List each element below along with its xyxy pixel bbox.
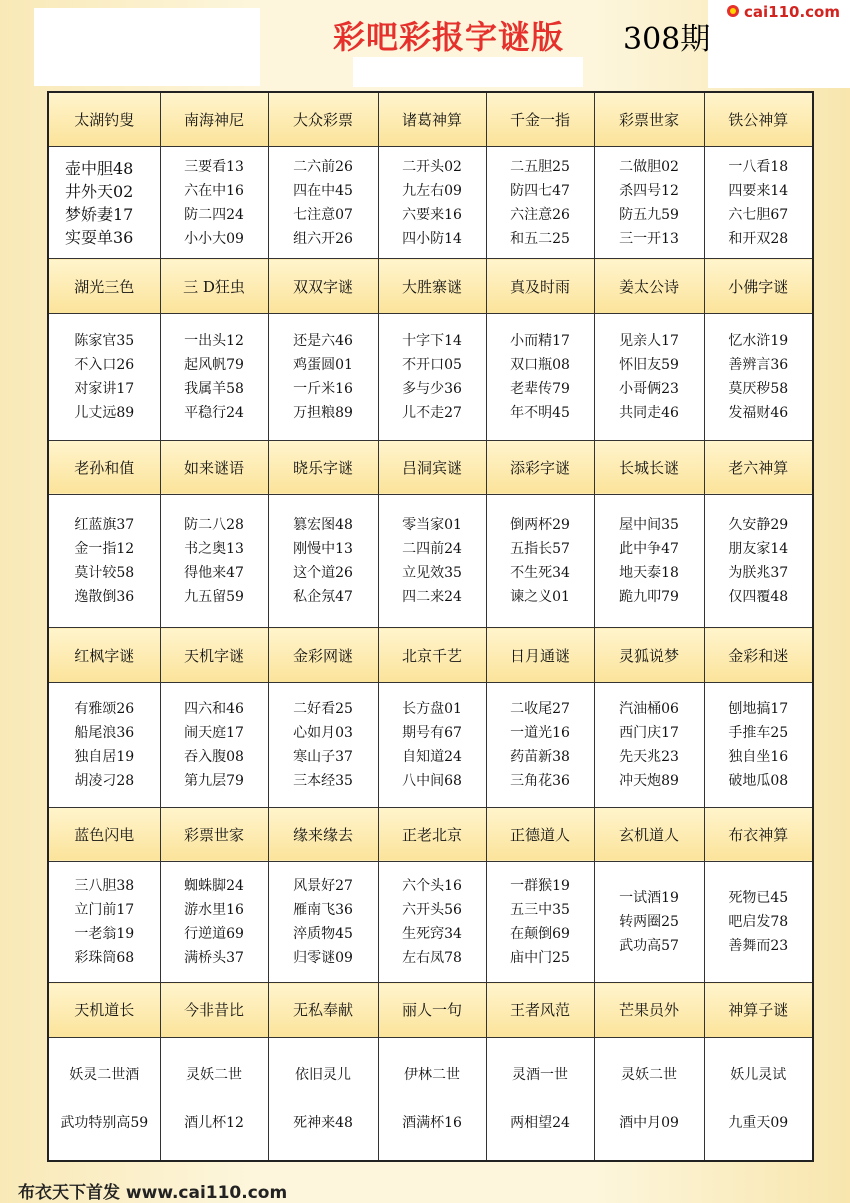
riddle-line: 船尾浪36 bbox=[74, 724, 135, 741]
source-name: 湖光三色 bbox=[48, 259, 160, 313]
riddle-line: 雁南飞36 bbox=[293, 902, 353, 919]
source-name: 三 D狂虫 bbox=[160, 259, 268, 313]
riddle-line: 三本经35 bbox=[293, 772, 353, 789]
riddle-cell bbox=[594, 682, 704, 807]
riddle-line: 独自坐16 bbox=[728, 748, 789, 765]
source-name: 玄机道人 bbox=[594, 807, 704, 861]
riddle-line: 二收尾27 bbox=[510, 700, 570, 717]
riddle-line: 不开口05 bbox=[402, 356, 462, 373]
riddle-grid bbox=[47, 91, 814, 1162]
riddle-line: 和五二25 bbox=[510, 230, 570, 247]
riddle-line: 六注意26 bbox=[510, 206, 570, 223]
riddle-line: 灵妖二世 bbox=[186, 1066, 242, 1083]
riddle-line: 四要来14 bbox=[728, 182, 789, 199]
riddle-cell bbox=[704, 147, 813, 259]
riddle-line: 在颠倒69 bbox=[510, 926, 570, 943]
riddle-line: 莫厌秽58 bbox=[728, 380, 789, 397]
riddle-cell bbox=[486, 1037, 594, 1161]
riddle-line: 破地瓜08 bbox=[728, 772, 789, 789]
riddle-line: 吞入腹08 bbox=[184, 748, 244, 765]
riddle-line: 立门前17 bbox=[74, 902, 135, 919]
riddle-line: 冲天炮89 bbox=[619, 772, 679, 789]
riddle-cell bbox=[594, 1037, 704, 1161]
riddle-line: 起风帆79 bbox=[184, 356, 244, 373]
riddle-line: 四二来24 bbox=[402, 589, 462, 606]
riddle-line: 这个道26 bbox=[293, 565, 353, 582]
riddle-line: 防五九59 bbox=[619, 206, 679, 223]
riddle-line: 手推车25 bbox=[728, 724, 789, 741]
riddle-line: 庙中门25 bbox=[510, 950, 570, 967]
riddle-line: 一老翁19 bbox=[74, 926, 135, 943]
riddle-cell bbox=[378, 147, 486, 259]
riddle-line: 还是六46 bbox=[293, 332, 353, 349]
source-name: 吕洞宾谜 bbox=[378, 440, 486, 494]
riddle-cell bbox=[268, 147, 378, 259]
riddle-line: 六开头56 bbox=[402, 902, 462, 919]
riddle-line: 独自居19 bbox=[74, 748, 135, 765]
riddle-line: 金一指12 bbox=[74, 541, 135, 558]
riddle-cell bbox=[486, 495, 594, 628]
riddle-line: 自知道24 bbox=[402, 748, 462, 765]
riddle-line: 灵妖二世 bbox=[621, 1066, 677, 1083]
riddle-cell bbox=[160, 313, 268, 440]
footer-credit: 布衣天下首发 www.cai110.com bbox=[18, 1183, 288, 1203]
riddle-line: 六个头16 bbox=[402, 878, 462, 895]
riddle-line: 归零谜09 bbox=[293, 950, 353, 967]
riddle-line: 寒山子37 bbox=[293, 748, 353, 765]
riddle-line: 五指长57 bbox=[510, 541, 570, 558]
source-name: 红枫字谜 bbox=[48, 628, 160, 682]
riddle-cell bbox=[594, 862, 704, 983]
site-logo-text[interactable]: cai110.com bbox=[744, 3, 840, 21]
riddle-line: 酒儿杯12 bbox=[184, 1114, 244, 1131]
riddle-line: 吧启发78 bbox=[728, 914, 789, 931]
riddle-line: 杀四号12 bbox=[619, 182, 679, 199]
site-logo-icon bbox=[726, 4, 740, 18]
source-name: 老六神算 bbox=[704, 440, 813, 494]
riddle-line: 一八看18 bbox=[728, 158, 789, 175]
source-name: 长城长谜 bbox=[594, 440, 704, 494]
riddle-line: 儿丈远89 bbox=[74, 404, 135, 421]
riddle-line: 游水里16 bbox=[184, 902, 244, 919]
riddle-line: 刨地搞17 bbox=[728, 700, 789, 717]
riddle-line: 小小大09 bbox=[184, 230, 244, 247]
riddle-cell bbox=[160, 862, 268, 983]
riddle-cell bbox=[704, 1037, 813, 1161]
riddle-line: 防四七47 bbox=[510, 182, 570, 199]
riddle-line: 彩珠筒68 bbox=[74, 950, 135, 967]
riddle-line: 三角花36 bbox=[510, 772, 570, 789]
source-name: 铁公神算 bbox=[704, 92, 813, 147]
riddle-cell bbox=[268, 495, 378, 628]
riddle-cell bbox=[486, 682, 594, 807]
source-name: 彩票世家 bbox=[160, 807, 268, 861]
riddle-line: 书之奥13 bbox=[184, 541, 244, 558]
source-name: 无私奉献 bbox=[268, 983, 378, 1037]
riddle-line: 二做胆02 bbox=[619, 158, 679, 175]
source-name: 太湖钓叟 bbox=[48, 92, 160, 147]
source-name: 天机道长 bbox=[48, 983, 160, 1037]
riddle-line: 淬质物45 bbox=[293, 926, 353, 943]
riddle-line: 一群猴19 bbox=[510, 878, 570, 895]
riddle-row bbox=[48, 147, 813, 259]
riddle-cell bbox=[48, 862, 160, 983]
riddle-line: 六七胆67 bbox=[728, 206, 789, 223]
riddle-line: 四小防14 bbox=[402, 230, 462, 247]
riddle-line: 此中争47 bbox=[619, 541, 679, 558]
riddle-line: 对家讲17 bbox=[74, 380, 135, 397]
riddle-cell bbox=[704, 495, 813, 628]
riddle-cell bbox=[268, 682, 378, 807]
source-name: 千金一指 bbox=[486, 92, 594, 147]
riddle-line: 武功特别高59 bbox=[60, 1114, 149, 1131]
riddle-line: 仅四覆48 bbox=[728, 589, 789, 606]
riddle-cell bbox=[160, 495, 268, 628]
source-name: 正老北京 bbox=[378, 807, 486, 861]
riddle-row bbox=[48, 682, 813, 807]
source-name: 晓乐字谜 bbox=[268, 440, 378, 494]
header-row bbox=[48, 259, 813, 313]
riddle-line: 防二四24 bbox=[184, 206, 244, 223]
riddle-line: 有雅颂26 bbox=[74, 700, 135, 717]
riddle-cell bbox=[378, 313, 486, 440]
riddle-line: 双口瓶08 bbox=[510, 356, 570, 373]
riddle-line: 多与少36 bbox=[402, 380, 462, 397]
riddle-cell bbox=[486, 313, 594, 440]
riddle-line: 长方盘01 bbox=[402, 700, 462, 717]
riddle-line: 平稳行24 bbox=[184, 404, 244, 421]
riddle-line: 六在中16 bbox=[184, 182, 244, 199]
source-name: 金彩和迷 bbox=[704, 628, 813, 682]
riddle-line: 倒两杯29 bbox=[510, 517, 570, 534]
riddle-line: 陈家官35 bbox=[74, 332, 135, 349]
riddle-row bbox=[48, 313, 813, 440]
riddle-cell bbox=[160, 147, 268, 259]
riddle-line: 胡凌刁28 bbox=[74, 772, 135, 789]
riddle-line: 善舞而23 bbox=[728, 938, 789, 955]
riddle-line: 红蓝旗37 bbox=[74, 517, 135, 534]
riddle-line: 十字下14 bbox=[402, 332, 462, 349]
riddle-line: 井外天02 bbox=[65, 181, 134, 201]
riddle-line: 小哥俩23 bbox=[619, 380, 679, 397]
riddle-line: 谏之义01 bbox=[510, 589, 570, 606]
source-name: 金彩网谜 bbox=[268, 628, 378, 682]
riddle-line: 二六前26 bbox=[293, 158, 353, 175]
header-row bbox=[48, 92, 813, 147]
riddle-line: 防二八28 bbox=[184, 517, 244, 534]
riddle-line: 两相望24 bbox=[510, 1114, 570, 1131]
riddle-line: 五三中35 bbox=[510, 902, 570, 919]
riddle-cell bbox=[48, 147, 160, 259]
riddle-line: 药苗新38 bbox=[510, 748, 570, 765]
riddle-line: 四在中45 bbox=[293, 182, 353, 199]
riddle-cell bbox=[268, 862, 378, 983]
riddle-line: 伊林二世 bbox=[404, 1066, 460, 1083]
riddle-cell bbox=[160, 682, 268, 807]
riddle-line: 妖灵二世酒 bbox=[69, 1066, 140, 1083]
riddle-line: 一道光16 bbox=[510, 724, 570, 741]
source-name: 老孙和值 bbox=[48, 440, 160, 494]
riddle-line: 妖儿灵试 bbox=[730, 1066, 787, 1083]
riddle-cell bbox=[594, 313, 704, 440]
source-name: 丽人一句 bbox=[378, 983, 486, 1037]
riddle-cell bbox=[48, 495, 160, 628]
riddle-line: 莫计较58 bbox=[74, 565, 135, 582]
riddle-line: 发福财46 bbox=[728, 404, 789, 421]
riddle-line: 万担粮89 bbox=[293, 404, 353, 421]
riddle-line: 怀旧友59 bbox=[619, 356, 679, 373]
riddle-line: 刚慢中13 bbox=[293, 541, 353, 558]
riddle-cell bbox=[48, 682, 160, 807]
riddle-line: 朋友家14 bbox=[728, 541, 789, 558]
source-name: 大胜寨谜 bbox=[378, 259, 486, 313]
riddle-line: 我属羊58 bbox=[184, 380, 244, 397]
riddle-line: 壶中胆48 bbox=[65, 158, 134, 178]
riddle-line: 二五胆25 bbox=[510, 158, 570, 175]
riddle-cell bbox=[268, 1037, 378, 1161]
riddle-line: 立见效35 bbox=[402, 565, 462, 582]
riddle-row bbox=[48, 862, 813, 983]
riddle-line: 不入口26 bbox=[74, 356, 135, 373]
source-name: 日月通谜 bbox=[486, 628, 594, 682]
source-name: 蓝色闪电 bbox=[48, 807, 160, 861]
riddle-line: 七注意07 bbox=[293, 206, 353, 223]
riddle-line: 转两圈25 bbox=[619, 914, 679, 931]
riddle-line: 西门庆17 bbox=[619, 724, 679, 741]
riddle-line: 期号有67 bbox=[402, 724, 462, 741]
source-name: 天机字谜 bbox=[160, 628, 268, 682]
riddle-line: 心如月03 bbox=[293, 724, 353, 741]
riddle-cell bbox=[594, 147, 704, 259]
riddle-line: 忆水浒19 bbox=[728, 332, 789, 349]
riddle-cell bbox=[48, 313, 160, 440]
source-name: 小佛字谜 bbox=[704, 259, 813, 313]
riddle-line: 实耍单36 bbox=[65, 227, 134, 247]
riddle-line: 久安静29 bbox=[728, 517, 789, 534]
riddle-line: 六要来16 bbox=[402, 206, 462, 223]
riddle-line: 九五留59 bbox=[184, 589, 244, 606]
riddle-line: 灵酒一世 bbox=[512, 1066, 568, 1083]
source-name: 双双字谜 bbox=[268, 259, 378, 313]
riddle-line: 鸡蛋圆01 bbox=[293, 356, 353, 373]
riddle-cell bbox=[378, 682, 486, 807]
header-row bbox=[48, 983, 813, 1037]
riddle-line: 得他来47 bbox=[184, 565, 244, 582]
riddle-line: 梦娇妻17 bbox=[65, 204, 134, 224]
riddle-cell bbox=[48, 1037, 160, 1161]
blank-panel-left bbox=[34, 8, 260, 86]
riddle-line: 死神来48 bbox=[293, 1114, 353, 1131]
source-name: 王者风范 bbox=[486, 983, 594, 1037]
riddle-line: 依旧灵儿 bbox=[295, 1066, 351, 1083]
riddle-cell bbox=[160, 1037, 268, 1161]
riddle-line: 蜘蛛脚24 bbox=[184, 878, 244, 895]
riddle-line: 闹天庭17 bbox=[184, 724, 244, 741]
riddle-line: 共同走46 bbox=[619, 404, 679, 421]
source-name: 南海神尼 bbox=[160, 92, 268, 147]
riddle-line: 武功高57 bbox=[619, 938, 679, 955]
source-name: 大众彩票 bbox=[268, 92, 378, 147]
riddle-line: 一出头12 bbox=[184, 332, 244, 349]
riddle-cell bbox=[378, 862, 486, 983]
riddle-line: 二好看25 bbox=[293, 700, 353, 717]
source-name: 神算子谜 bbox=[704, 983, 813, 1037]
riddle-line: 屋中间35 bbox=[619, 517, 679, 534]
riddle-cell bbox=[704, 682, 813, 807]
riddle-line: 不生死34 bbox=[510, 565, 570, 582]
riddle-line: 逸散倒36 bbox=[74, 589, 135, 606]
page-title: 彩吧彩报字谜版 bbox=[333, 18, 565, 56]
riddle-line: 二四前24 bbox=[402, 541, 462, 558]
riddle-line: 和开双28 bbox=[728, 230, 789, 247]
source-name: 灵狐说梦 bbox=[594, 628, 704, 682]
source-name: 北京千艺 bbox=[378, 628, 486, 682]
riddle-line: 行逆道69 bbox=[184, 926, 244, 943]
riddle-cell bbox=[378, 1037, 486, 1161]
riddle-line: 篡宏图48 bbox=[293, 517, 353, 534]
header-row bbox=[48, 807, 813, 861]
source-name: 姜太公诗 bbox=[594, 259, 704, 313]
riddle-line: 风景好27 bbox=[293, 878, 353, 895]
riddle-line: 小而精17 bbox=[510, 332, 570, 349]
issue-number: 308期 bbox=[623, 22, 711, 57]
blank-panel-center bbox=[353, 57, 583, 87]
riddle-cell bbox=[486, 862, 594, 983]
riddle-line: 酒中月09 bbox=[619, 1114, 679, 1131]
riddle-line: 三八胆38 bbox=[74, 878, 135, 895]
source-name: 如来谜语 bbox=[160, 440, 268, 494]
source-name: 真及时雨 bbox=[486, 259, 594, 313]
riddle-line: 组六开26 bbox=[293, 230, 353, 247]
riddle-line: 三一开13 bbox=[619, 230, 679, 247]
riddle-line: 四六和46 bbox=[184, 700, 244, 717]
riddle-cell bbox=[704, 313, 813, 440]
source-name: 缘来缘去 bbox=[268, 807, 378, 861]
riddle-line: 第九层79 bbox=[184, 772, 244, 789]
riddle-line: 跪九叩79 bbox=[619, 589, 679, 606]
header-row bbox=[48, 440, 813, 494]
source-name: 今非昔比 bbox=[160, 983, 268, 1037]
riddle-line: 儿不走27 bbox=[402, 404, 462, 421]
riddle-line: 为朕兆37 bbox=[728, 565, 789, 582]
riddle-cell bbox=[594, 495, 704, 628]
riddle-line: 满桥头37 bbox=[184, 950, 244, 967]
riddle-line: 生死窍34 bbox=[402, 926, 462, 943]
riddle-line: 地天泰18 bbox=[619, 565, 679, 582]
riddle-line: 一试酒19 bbox=[619, 890, 679, 907]
riddle-line: 酒满杯16 bbox=[402, 1114, 462, 1131]
riddle-row bbox=[48, 1037, 813, 1161]
riddle-line: 九左右09 bbox=[402, 182, 462, 199]
riddle-line: 见亲人17 bbox=[619, 332, 679, 349]
riddle-cell bbox=[268, 313, 378, 440]
riddle-line: 八中间68 bbox=[402, 772, 462, 789]
riddle-line: 左右凤78 bbox=[402, 950, 462, 967]
source-name: 芒果员外 bbox=[594, 983, 704, 1037]
riddle-line: 私企氖47 bbox=[293, 589, 353, 606]
source-name: 布衣神算 bbox=[704, 807, 813, 861]
riddle-line: 年不明45 bbox=[510, 404, 570, 421]
riddle-line: 先天兆23 bbox=[619, 748, 679, 765]
source-name: 正德道人 bbox=[486, 807, 594, 861]
source-name: 添彩字谜 bbox=[486, 440, 594, 494]
header-row bbox=[48, 628, 813, 682]
riddle-line: 二开头02 bbox=[402, 158, 462, 175]
riddle-line: 一斤米16 bbox=[293, 380, 353, 397]
riddle-cell bbox=[704, 862, 813, 983]
riddle-line: 善辨言36 bbox=[728, 356, 789, 373]
riddle-cell bbox=[486, 147, 594, 259]
riddle-line: 汽油桶06 bbox=[619, 700, 679, 717]
riddle-line: 零当家01 bbox=[402, 517, 462, 534]
riddle-line: 死物已45 bbox=[728, 890, 789, 907]
riddle-line: 老辈传79 bbox=[510, 380, 570, 397]
riddle-cell bbox=[378, 495, 486, 628]
source-name: 彩票世家 bbox=[594, 92, 704, 147]
source-name: 诸葛神算 bbox=[378, 92, 486, 147]
riddle-row bbox=[48, 495, 813, 628]
riddle-line: 三要看13 bbox=[184, 158, 244, 175]
riddle-line: 九重天09 bbox=[728, 1114, 789, 1131]
